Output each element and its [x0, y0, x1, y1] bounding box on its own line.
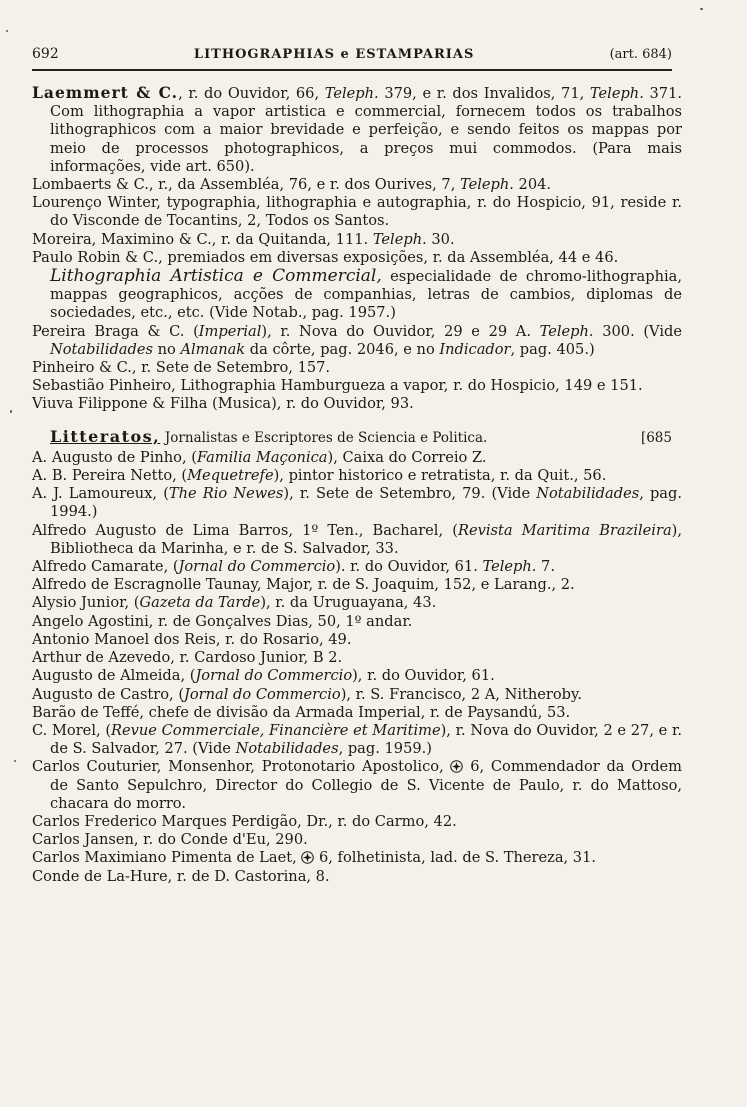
list-item: Antonio Manoel dos Reis, r. do Rosario, 49. — [32, 630, 352, 648]
entry-pereira-braga: Pereira Braga & C. (Imperial), r. Nova do Ouvidor, 29 e 29 A. Teleph. 300. (Vide Notabilidades no Almanak da côrte, pag. 2046, e no Indicador, pag. 405.) — [32, 322, 682, 358]
list-item: A. J. Lamoureux, (The Rio Newes), r. Sete de Setembro, 79. (Vide Notabilidades, pag. 1994.) — [32, 485, 682, 521]
list-item: Augusto de Almeida, (Jornal do Commercio), r. do Ouvidor, 61. — [32, 667, 495, 685]
list-item: C. Morel, (Revue Commerciale, Financière et Maritime), r. Nova do Ouvidor, 2 e 27, e r. de S. Salvador, 27. (Vide Notabilidades, pag. 1959.) — [32, 721, 682, 758]
page-title: LITHOGRAPHIAS e ESTAMPARIAS — [193, 47, 475, 62]
entry-lourenco-winter: Lourenço Winter, typographia, lithographia e autographia, r. do Hospicio, 91, reside r. do Visconde de Tocantins, 2, Todos os Santos. — [32, 194, 682, 230]
section-subtitle: Jornalistas e Escriptores de Sciencia e Politica. — [164, 429, 488, 446]
entry-pinheiro: Pinheiro & C., r. Sete de Setembro, 157. — [32, 359, 331, 377]
list-item: Carlos Maximiano Pimenta de Laet, 6, folhetinista, lad. de S. Thereza, 31. — [32, 849, 597, 867]
scan-speck — [6, 30, 8, 32]
page-body — [32, 84, 682, 886]
scan-speck — [14, 760, 16, 762]
list-item: A. Augusto de Pinho, (Familia Maçonica), Caixa do Correio Z. — [32, 448, 487, 466]
scan-speck — [700, 8, 703, 10]
firm-name: Laemmert & C. — [32, 83, 179, 102]
entry-moreira: Moreira, Maximino & C., r. da Quitanda, 111. Teleph. 30. — [32, 230, 455, 248]
entry-viuva-filippone: Viuva Filippone & Filha (Musica), r. do Ouvidor, 93. — [32, 395, 414, 413]
list-item: Alfredo Camarate, (Jornal do Commercio). r. do Ouvidor, 61. Teleph. 7. — [32, 558, 555, 576]
header-rule — [32, 69, 672, 71]
order-cross-icon — [301, 851, 314, 864]
entry-laemmert: Laemmert & C., r. do Ouvidor, 66, Teleph. 379, e r. dos Invalidos, 71, Teleph. 371. Com lithographia a vapor artistica e commercial, fornecem todos os trabalhos lithographicos com a maior brevidade e perfeição, e sendo feitos os mappas por meio de processos photographicos, a preços mui commodos. (Para mais informações, vide art. 650). — [32, 83, 682, 175]
list-item: Alfredo de Escragnolle Taunay, Major, r. de S. Joaquim, 152, e Larang., 2. — [32, 576, 575, 594]
entry-sebastiao-pinheiro: Sebastião Pinheiro, Lithographia Hamburgueza a vapor, r. do Hospicio, 149 e 151. — [32, 377, 643, 395]
list-item: Carlos Jansen, r. do Conde d'Eu, 290. — [32, 831, 308, 849]
list-item: Angelo Agostini, r. de Gonçalves Dias, 50, 1º andar. — [32, 612, 413, 630]
section-heading-litteratos — [32, 428, 682, 447]
entry-paulo-robin: Paulo Robin & C., premiados em diversas exposições, r. da Assembléa, 44 e 46. — [32, 248, 619, 266]
list-item: Carlos Frederico Marques Perdigão, Dr., r. do Carmo, 42. — [32, 812, 457, 830]
list-item: A. B. Pereira Netto, (Mequetrefe), pintor historico e retratista, r. da Quit., 56. — [32, 467, 607, 485]
entry-lombaerts: Lombaerts & C., r., da Assembléa, 76, e r. dos Ourives, 7, Teleph. 204. — [32, 176, 552, 194]
list-item: Carlos Couturier, Monsenhor, Protonotario Apostolico, 6, Commendador da Ordem de Santo Sepulchro, Director do Collegio de S. Vicente de Paulo, r. do Mattoso, chacara do morro. — [32, 758, 683, 812]
section-number: [685 — [640, 429, 672, 446]
entry-paulo-robin-description: Lithographia Artistica e Commercial, especialidade de chromo-lithographia, mappas geographicos, acções de companhias, letras de cambios, diplomas de sociedades, etc., etc. (Vide Notab., pag. 1957.) — [50, 266, 682, 322]
list-item: Conde de La-Hure, r. de D. Castorina, 8. — [32, 867, 330, 885]
order-cross-icon — [450, 760, 463, 773]
page-number: 692 — [32, 46, 59, 62]
list-item: Arthur de Azevedo, r. Cardoso Junior, B 2. — [32, 649, 343, 667]
section-title: Litteratos, — [50, 426, 161, 446]
scan-speck — [10, 410, 12, 413]
article-reference: (art. 684) — [609, 47, 672, 62]
litteratos-list — [32, 449, 682, 886]
list-item: Augusto de Castro, (Jornal do Commercio), r. S. Francisco, 2 A, Nitheroby. — [32, 685, 582, 703]
page-header — [32, 46, 672, 68]
list-item: Barão de Teffé, chefe de divisão da Armada Imperial, r. de Paysandú, 53. — [32, 703, 571, 721]
list-item: Alysio Junior, (Gazeta da Tarde), r. da Uruguayana, 43. — [32, 594, 437, 612]
list-item: Alfredo Augusto de Lima Barros, 1º Ten., Bacharel, (Revista Maritima Brazileira), Bibliotheca da Marinha, e r. de S. Salvador, 33. — [32, 521, 682, 557]
